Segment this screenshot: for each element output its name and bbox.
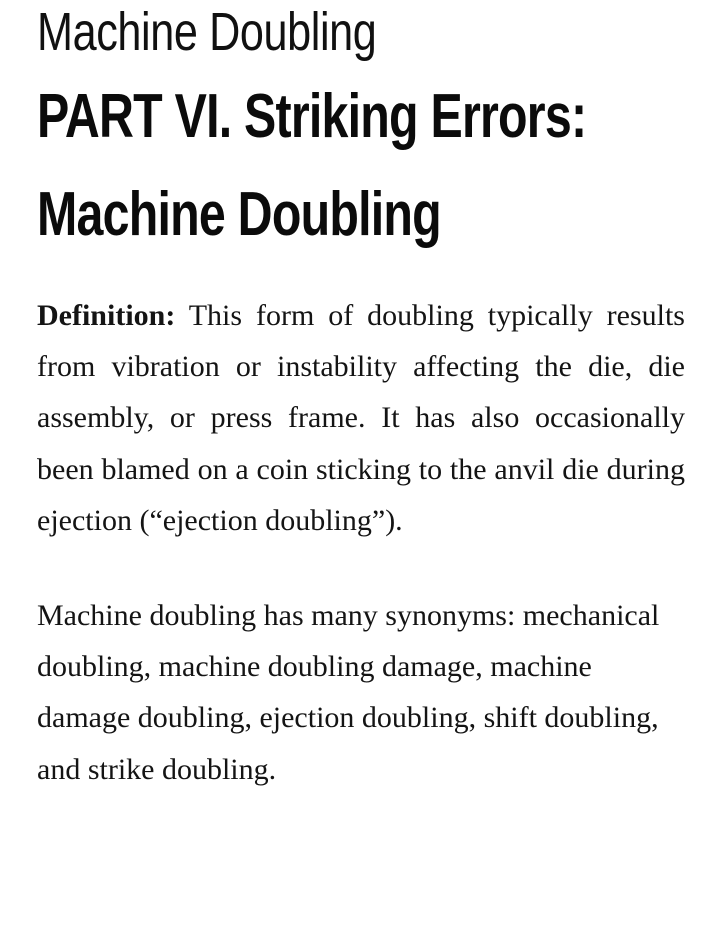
page-title: Machine Doubling [37, 2, 377, 62]
definition-paragraph [37, 290, 685, 546]
definition-text: This form of doubling typically results from vibration or instability affecting the die, die assembly, or press frame. It has also occasionally been blamed on a coin sticking to the anvil die during ejection (“ejection doubling”). [37, 299, 685, 537]
section-heading-part: PART VI. Striking Errors: [37, 82, 587, 151]
section-heading-topic: Machine Doubling [37, 180, 441, 249]
definition-label: Definition: [37, 299, 176, 332]
section-heading [37, 68, 685, 264]
article [37, 0, 685, 795]
synonyms-paragraph: Machine doubling has many synonyms: mechanical doubling, machine doubling damage, machine damage doubling, ejection doubling, shift doubling, and strike doubling. [37, 599, 660, 786]
